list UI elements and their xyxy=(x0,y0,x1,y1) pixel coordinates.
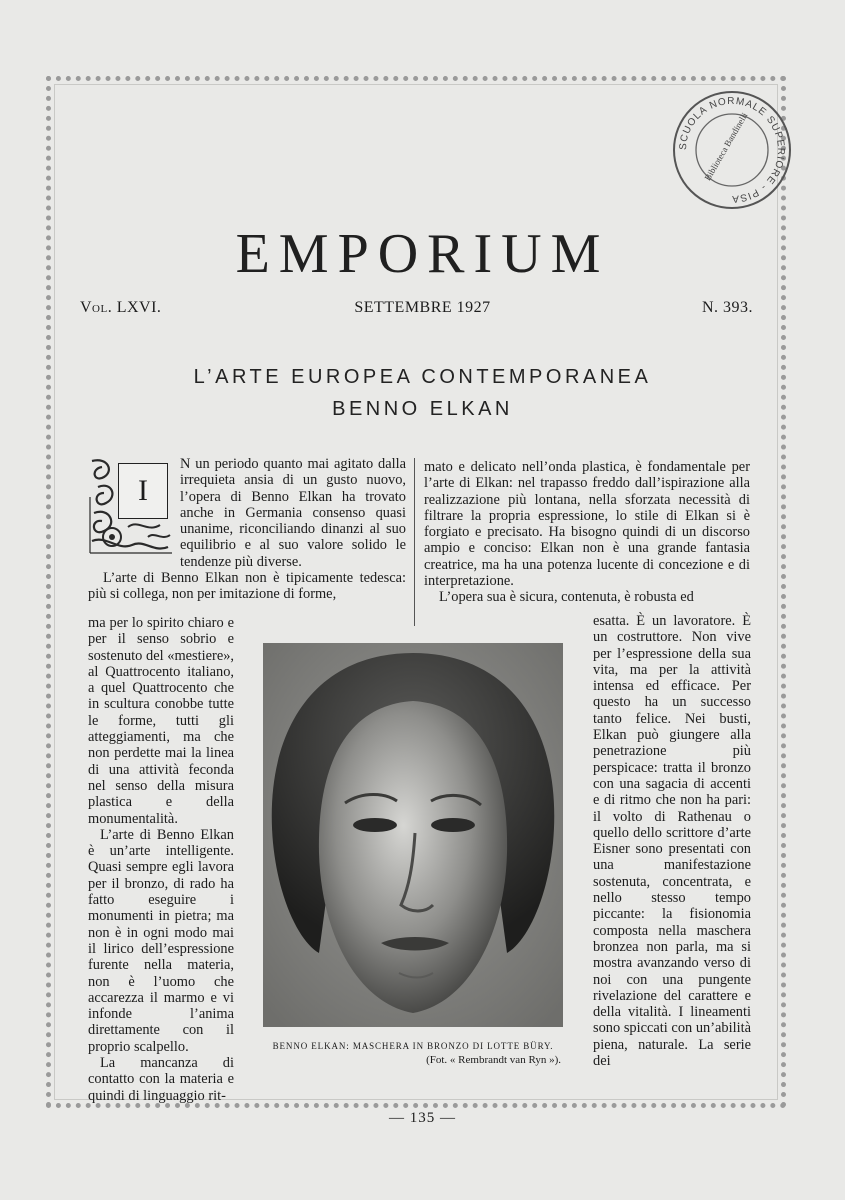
page-number: — 135 — xyxy=(389,1110,456,1126)
paragraph: L’arte di Benno Elkan è un’arte intelligente. Quasi sempre egli lavora per il bronzo, di rado ha fatto eseguire i monumenti in pietra; ma non è in ogni modo mai il lirico dell’espressione furente nella materia, non è l’uomo che accarezza il marmo e vi infonde l’anima direttamente con il proprio scalpello. xyxy=(88,826,234,1055)
column-right-top xyxy=(424,459,750,606)
paragraph: ma per lo spirito chiaro e per il senso sobrio e sostenuto del «mestiere», al Quattrocento italiano, a quel Quattrocento che in scultura conobbe tutte le forme, tutti gli atteggiamenti, ma che non perdette mai la linea di una attività feconda nel senso della misura plastica e della monumentalità. xyxy=(88,615,234,827)
article-subtitle: BENNO ELKAN xyxy=(332,398,513,420)
photo-credit: (Fot. « Rembrandt van Ryn »). xyxy=(426,1054,561,1066)
svg-text:SCUOLA NORMALE SUPERIORE - PIS xyxy=(678,96,786,204)
paragraph: L’opera sua è sicura, contenuta, è robusta ed xyxy=(439,589,694,606)
figure-caption: BENNO ELKAN: MASCHERA IN BRONZO DI LOTTE BÜRY. xyxy=(272,1041,554,1051)
volume-label: Vol. LXVI. xyxy=(80,299,162,316)
masthead: EMPORIUM xyxy=(235,223,610,285)
bronze-mask-photo xyxy=(263,643,563,1027)
issue-number: N. 393. xyxy=(702,299,754,316)
dropcap-letter: I xyxy=(118,463,168,519)
paragraph: mato e delicato nell’onda plastica, è fondamentale per l’arte di Elkan: nel trapasso freddo dall’ispirazione alla realizzazione più lontana, nella sforzata necessità di filtrare la propria espressione, lo stile di Elkan si è forgiato e precisato. Ha bisogno quindi di un discorso ampio e conciso: Elkan non è una grande fantasia creatrice, ma ha una potenza lucente di concezione e di interpretazione. xyxy=(424,459,750,590)
stamp-ring-text: SCUOLA NORMALE SUPERIORE - PISA xyxy=(677,95,787,205)
ornamental-dropcap xyxy=(88,457,174,555)
mask-image-icon xyxy=(263,643,563,1027)
column-divider xyxy=(414,458,415,626)
library-stamp xyxy=(668,86,796,214)
column-right-narrow xyxy=(593,613,751,1069)
column-left-narrow xyxy=(88,615,234,1104)
issue-date: SETTEMBRE 1927 xyxy=(354,299,491,316)
stamp-center-text: Biblioteca Bandinelli xyxy=(702,110,750,183)
paragraph: La mancanza di contatto con la materia e quindi di linguaggio rit- xyxy=(88,1055,234,1104)
paragraph: esatta. È un lavoratore. È un costruttore. Non vive per l’espressione della sua vita, ma per la attività intensa ed efficace. Per questo ha un successo tanto felice. Nei busti, Elkan può giungere alla penetrazione più perspicace: tratta il bronzo con una sagacia di accenti e di ritmo che non ha pari: il volto di Rathenau o quello dello scrittore d’arte Eisner sono presentati con una manifestazione sostenuta, concentrata, e nello stesso tempo piccante: la fisionomia composta nella maschera bronzea non parla, ma si mostra avanzando verso di noi con una pungente rivelazione del carattere e della vitalità. I lineamenti sono spiccati con un’abilità piena, naturale. La serie dei xyxy=(593,613,751,1070)
paragraph: L’arte di Benno Elkan non è tipicamente tedesca: più si collega, non per imitazione di forme, xyxy=(88,570,406,603)
article-title: L’ARTE EUROPEA CONTEMPORANEA xyxy=(193,366,652,388)
column-left-top xyxy=(88,456,406,603)
paragraph: N un periodo quanto mai agitato dalla irrequieta ansia di un gusto nuovo, l’opera di Benno Elkan ha trovato anche in Germania consenso quasi unanime, riconciliando dinanzi al suo equilibrio e al suo valore solido le tendenze più diverse. xyxy=(180,456,406,570)
